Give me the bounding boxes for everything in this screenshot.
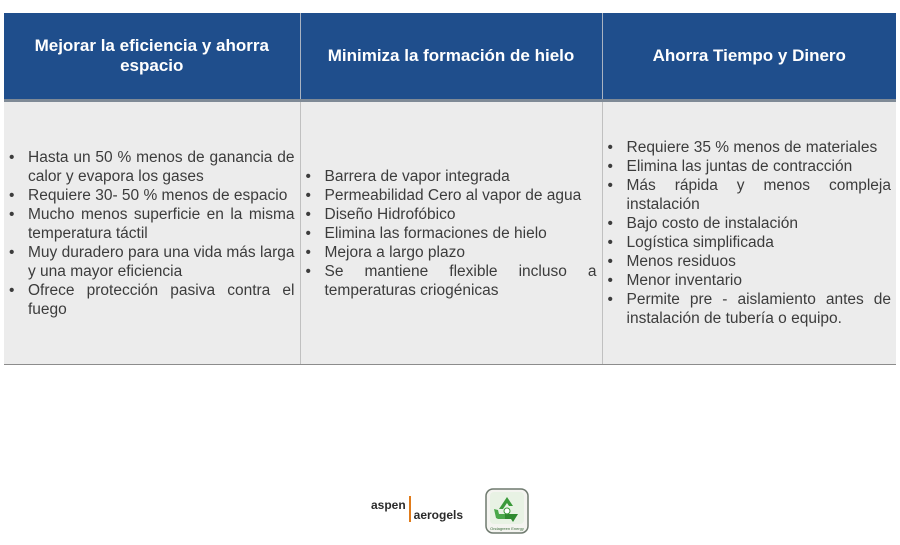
list-item: • Hasta un 50 % menos de ganancia de calor y evapora los gases	[6, 148, 295, 186]
header-time-money: Ahorra Tiempo y Dinero	[602, 13, 896, 101]
column-efficiency	[4, 101, 300, 365]
list-item: • Elimina las formaciones de hielo	[303, 224, 597, 243]
eco-logo-caption: Ondagreen Energy	[490, 526, 524, 531]
header-efficiency: Mejorar la eficiencia y ahorra espacio	[4, 13, 300, 101]
list-item: • Mejora a largo plazo	[303, 243, 597, 262]
list-item: • Muy duradero para una vida más larga y una mayor eficiencia	[6, 243, 295, 281]
list-item: • Requiere 30- 50 % menos de espacio	[6, 186, 295, 205]
list-item: • Diseño Hidrofóbico	[303, 205, 597, 224]
ice-formation-list	[303, 167, 597, 300]
list-item: • Ofrece protección pasiva contra el fuego	[6, 281, 295, 319]
content-row	[4, 101, 896, 365]
header-ice-formation: Minimiza la formación de hielo	[300, 13, 602, 101]
list-item: • Menos residuos	[605, 252, 892, 271]
footer-logos	[0, 488, 900, 534]
list-item: • Logística simplificada	[605, 233, 892, 252]
list-item: • Permeabilidad Cero al vapor de agua	[303, 186, 597, 205]
list-item: • Elimina las juntas de contracción	[605, 157, 892, 176]
list-item: • Permite pre - aislamiento antes de instalación de tubería o equipo.	[605, 290, 892, 328]
header-row	[4, 13, 896, 101]
efficiency-list	[6, 148, 295, 319]
list-item: • Menor inventario	[605, 271, 892, 290]
column-ice-formation	[300, 101, 602, 365]
list-item: • Bajo costo de instalación	[605, 214, 892, 233]
column-time-money	[602, 101, 896, 365]
list-item: • Barrera de vapor integrada	[303, 167, 597, 186]
list-item: • Mucho menos superficie en la misma temperatura táctil	[6, 205, 295, 243]
recycle-logo-icon	[485, 488, 529, 534]
list-item: • Requiere 35 % menos de materiales	[605, 138, 892, 157]
list-item: • Se mantiene flexible incluso a temperaturas criogénicas	[303, 262, 597, 300]
aspen-aerogels-logo	[371, 496, 463, 526]
aerogels-logo-word: aerogels	[413, 508, 464, 522]
aspen-logo-word: aspen	[370, 498, 406, 512]
logo-divider	[409, 496, 411, 522]
benefits-table	[4, 13, 896, 365]
list-item: • Más rápida y menos compleja instalación	[605, 176, 892, 214]
time-money-list	[605, 138, 892, 328]
